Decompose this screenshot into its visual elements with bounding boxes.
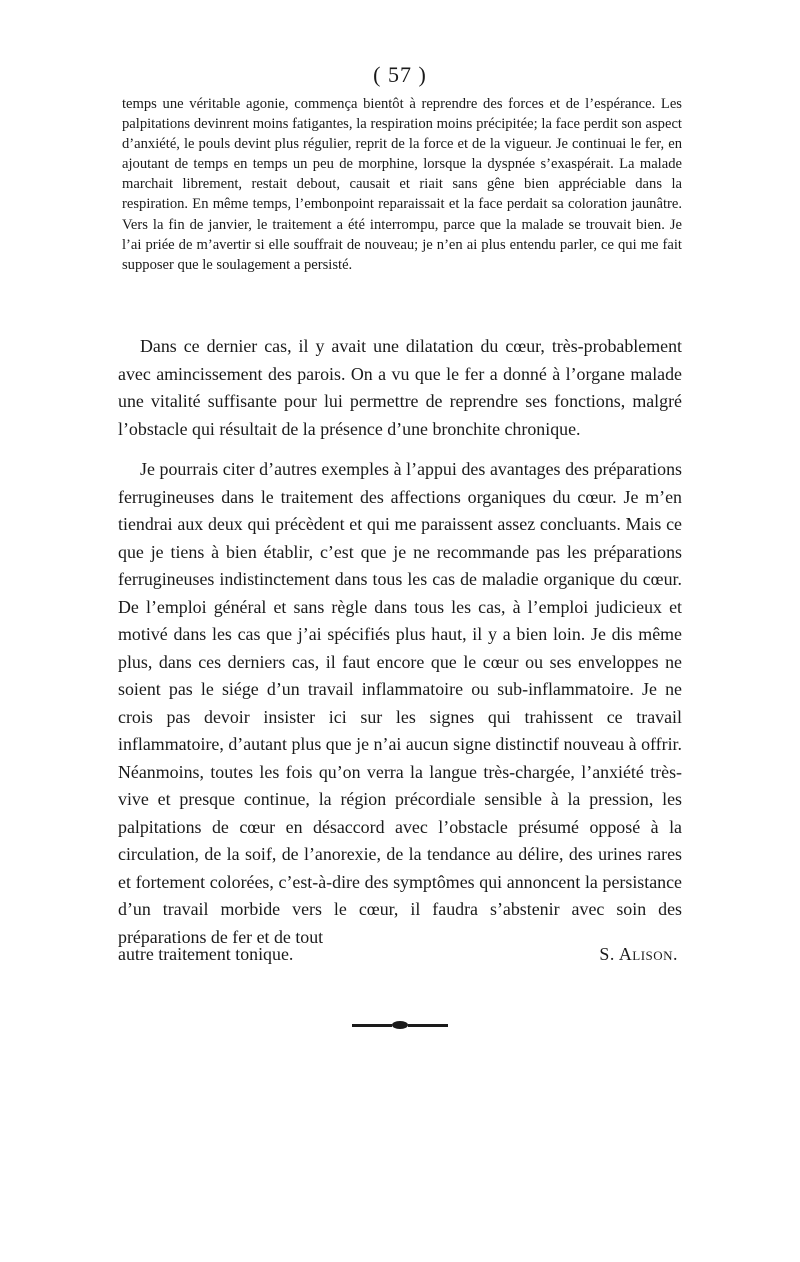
author-signature: S. Alison. (599, 944, 678, 964)
ornament-knot (392, 1021, 408, 1029)
intro-paragraph: temps une véritable agonie, commença bientôt à reprendre des forces et de l’espérance. Les palpitations devinrent moins fatigantes, la respiration moins précipitée; la face perdit son aspect d’anxiété, le pouls devint plus régulier, reprit de la force et de la vigueur. Je continuai le fer, en ajoutant de temps en temps un peu de morphine, lorsque la dyspnée s’exaspérait. La malade marchait librement, restait debout, causait et riait sans gêne bien appréciable dans la respiration. En même temps, l’embonpoint reparaissait et la face perdait sa coloration jaunâtre. Vers la fin de janvier, le traitement a été interrompu, parce que la malade se trouvait bien. Je l’ai priée de m’avertir si elle souffrait de nouveau; je n’en ai plus entendu parler, ce qui me fait supposer que le soulagement a persisté. (122, 96, 682, 273)
body-paragraph-2: Je pourrais citer d’autres exemples à l’appui des avantages des préparations ferrugineuses dans le traitement des affections organiques du cœur. Je m’en tiendrai aux deux qui précèdent et qui me paraissent assez concluants. Mais ce que je tiens à bien établir, c’est que je ne recommande pas les préparations ferrugineuses indistinctement dans tous les cas de maladie organique du cœur. De l’emploi général et sans règle dans tous les cas, à l’emploi judicieux et motivé dans les cas que j’ai spécifiés plus haut, il y a bien loin. Je dis même plus, dans ces derniers cas, il faut encore que le cœur ou ses enveloppes ne soient pas le siége d’un travail inflammatoire ou sub-inflammatoire. Je ne crois pas devoir insister ici sur les signes qui trahissent ce travail inflammatoire, d’autant plus que je n’ai aucun signe distinctif nouveau à offrir. Néanmoins, toutes les fois qu’on verra la langue très-chargée, l’anxiété très-vive et presque continue, la région précordiale sensible à la pression, les palpitations de cœur en désaccord avec l’obstacle présumé opposé à la circulation, de la soif, de l’anorexie, de la tendance au délire, des urines rares et fortement colorées, c’est-à-dire des symptômes qui annoncent la persistance d’un travail morbide vers le cœur, il faudra s’abstenir avec soin des préparations de fer et de tout (118, 459, 682, 947)
ornament-rule-right (408, 1024, 448, 1027)
end-ornament (352, 1020, 448, 1030)
page-number: ( 57 ) (373, 62, 427, 87)
body-paragraph-1: Dans ce dernier cas, il y avait une dilatation du cœur, très-probablement avec amincissement des parois. On a vu que le fer a donné à l’organe malade une vitalité suffisante pour lui permettre de reprendre ses fonctions, malgré l’obstacle qui résultait de la présence d’une bronchite chronique. (118, 336, 682, 439)
closing-line (118, 941, 682, 969)
ornament-rule-left (352, 1024, 392, 1027)
closing-text: autre traitement tonique. (118, 944, 294, 964)
